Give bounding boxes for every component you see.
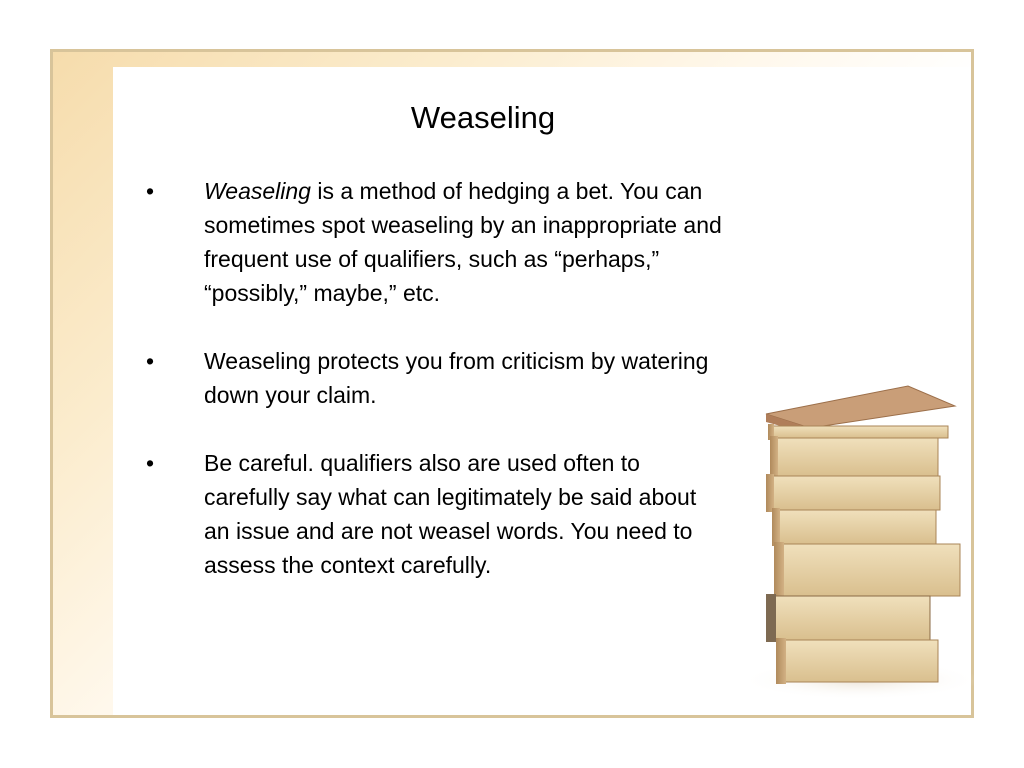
bullet-text [204, 446, 724, 582]
bullet-body: is a method of hedging a bet. You can sometimes spot weaseling by an inappropriate and frequent use of qualifiers, such as “perhaps,” “possibly,” maybe,” etc. [204, 178, 722, 306]
bullet-body: Weaseling protects you from criticism by watering down your claim. [204, 348, 709, 408]
bullet-text [204, 174, 724, 310]
bullet-text [204, 344, 724, 412]
bullet-marker: • [146, 178, 155, 204]
bullet-item [140, 344, 740, 412]
slide-title: Weaseling [410, 100, 556, 135]
bullet-marker: • [146, 450, 155, 476]
bullet-body: Be careful. qualifiers also are used often to carefully say what can legitimately be said about an issue and are not weasel words. You need to assess the context carefully. [204, 450, 697, 578]
bullet-marker: • [146, 348, 155, 374]
bullet-item [140, 174, 740, 310]
bullet-item [140, 446, 740, 582]
bullet-emphasis: Weaseling [204, 178, 311, 204]
bullet-list [140, 174, 740, 582]
book-stack-image [740, 380, 980, 700]
